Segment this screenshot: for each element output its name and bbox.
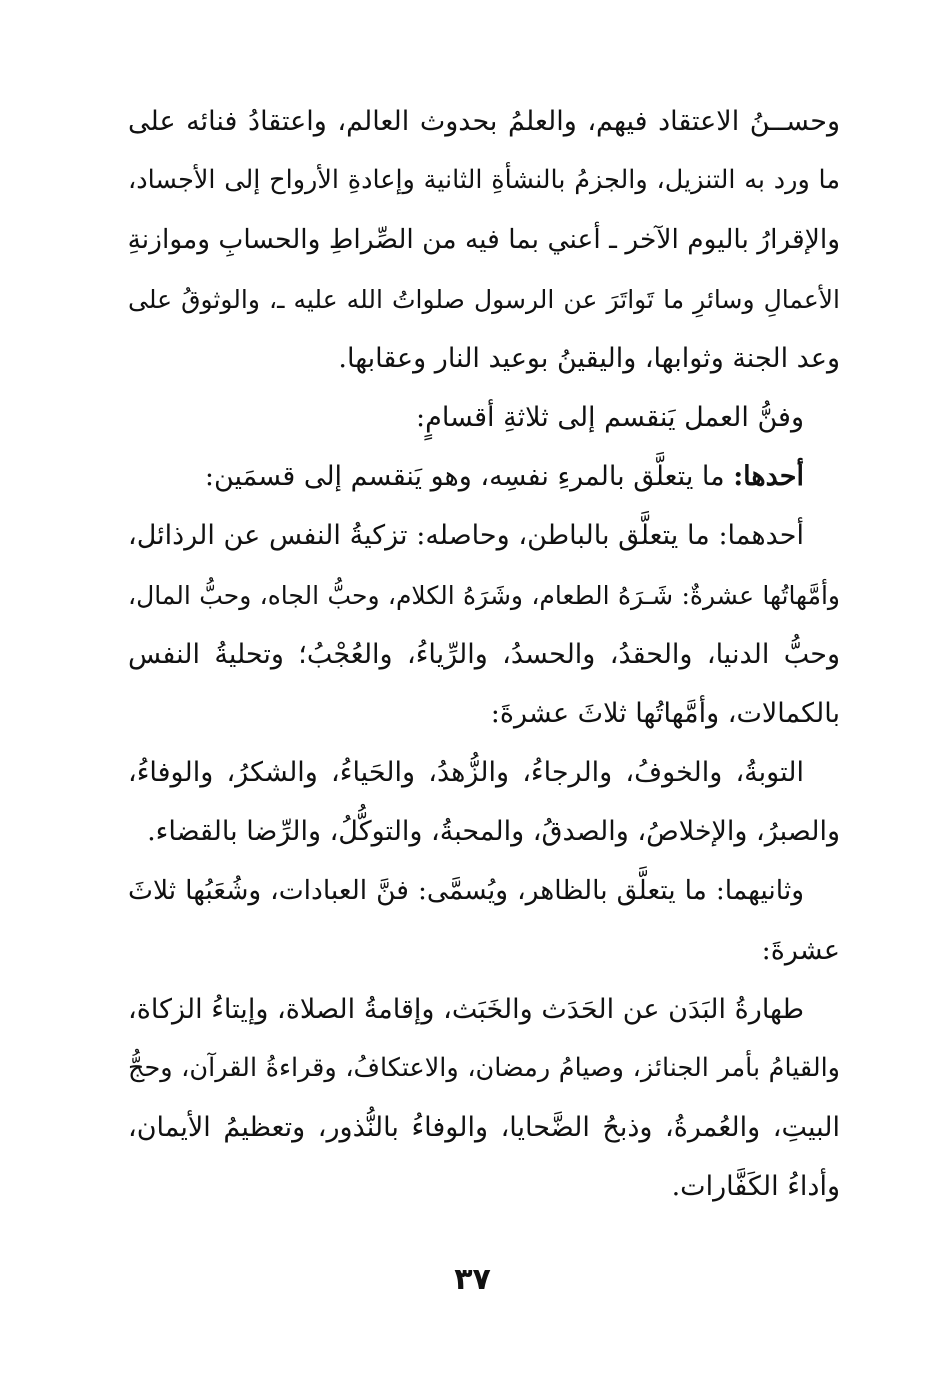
text-line: وفنُّ العمل يَنقسم إلى ثلاثةِ أقسامٍ:	[416, 401, 804, 433]
text-line	[128, 447, 840, 506]
text-line: وعد الجنة وثوابها، واليقينُ بوعيد النار وعقابها.	[338, 342, 840, 374]
text-line: بالكمالات، وأمَّهاتُها ثلاثَ عشرةَ:	[490, 697, 840, 729]
text-line: ما ورد به التنزيل، والجزمُ بالنشأةِ الثانية وإعادةِ الأرواح إلى الأجساد،	[128, 165, 840, 196]
text-line: والصبرُ، والإخلاصُ، والصدقُ، والمحبةُ، والتوكُّلُ، والرِّضا بالقضاء.	[147, 816, 840, 848]
text-line: والقيامُ بأمر الجنائز، وصيامُ رمضان، والاعتكافُ، وقراءةُ القرآن، وحجُّ	[128, 1053, 840, 1083]
text-line: وأداءُ الكَفَّارات.	[671, 1171, 840, 1203]
text-line: التوبةُ، والخوفُ، والرجاءُ، والزُّهدُ، والحَياءُ، والشكرُ، والوفاءُ،	[128, 757, 804, 789]
text-line: أحدهما: ما يتعلَّق بالباطن، وحاصله: تزكيةُ النفس عن الرذائل،	[128, 520, 804, 552]
page-number: ٣٧	[454, 1262, 491, 1297]
text-line: طهارةُ البَدَن عن الحَدَث والخَبَث، وإقامةُ الصلاة، وإيتاءُ الزكاة،	[128, 993, 804, 1025]
text-line: وثانيهما: ما يتعلَّق بالظاهر، ويُسمَّى: فنَّ العبادات، وشُعَبُها ثلاثَ	[128, 875, 804, 907]
text-span: ما يتعلَّق بالمرءِ نفسِه، وهو يَنقسم إلى قسمَين:	[204, 461, 734, 493]
text-line: الأعمالِ وسائرِ ما تَواتَرَ عن الرسول صلواتُ الله عليه ـ، والوثوقُ على	[128, 284, 840, 314]
text-line: وحبُّ الدنيا، والحقدُ، والحسدُ، والرِّياءُ، والعُجْبُ؛ وتحليةُ النفس	[128, 638, 840, 670]
bold-heading: أحدها:	[733, 461, 804, 493]
text-line: وأمَّهاتُها عشرةٌ: شَـرَهُ الطعام، وشَرَهُ الكلام، وحبُّ الجاه، وحبُّ المال،	[128, 580, 840, 610]
page-body	[128, 92, 840, 1217]
text-line: والإقرارُ باليوم الآخر ـ أعني بما فيه من الصِّراطِ والحسابِ وموازنةِ	[128, 224, 840, 256]
text-line: عشرةَ:	[761, 934, 840, 966]
text-line: وحســنُ الاعتقاد فيهم، والعلمُ بحدوث العالم، واعتقادُ فنائه على	[128, 106, 840, 137]
text-line: البيتِ، والعُمرةُ، وذبحُ الضَّحايا، والوفاءُ بالنُّذور، وتعظيمُ الأيمان،	[128, 1112, 840, 1144]
